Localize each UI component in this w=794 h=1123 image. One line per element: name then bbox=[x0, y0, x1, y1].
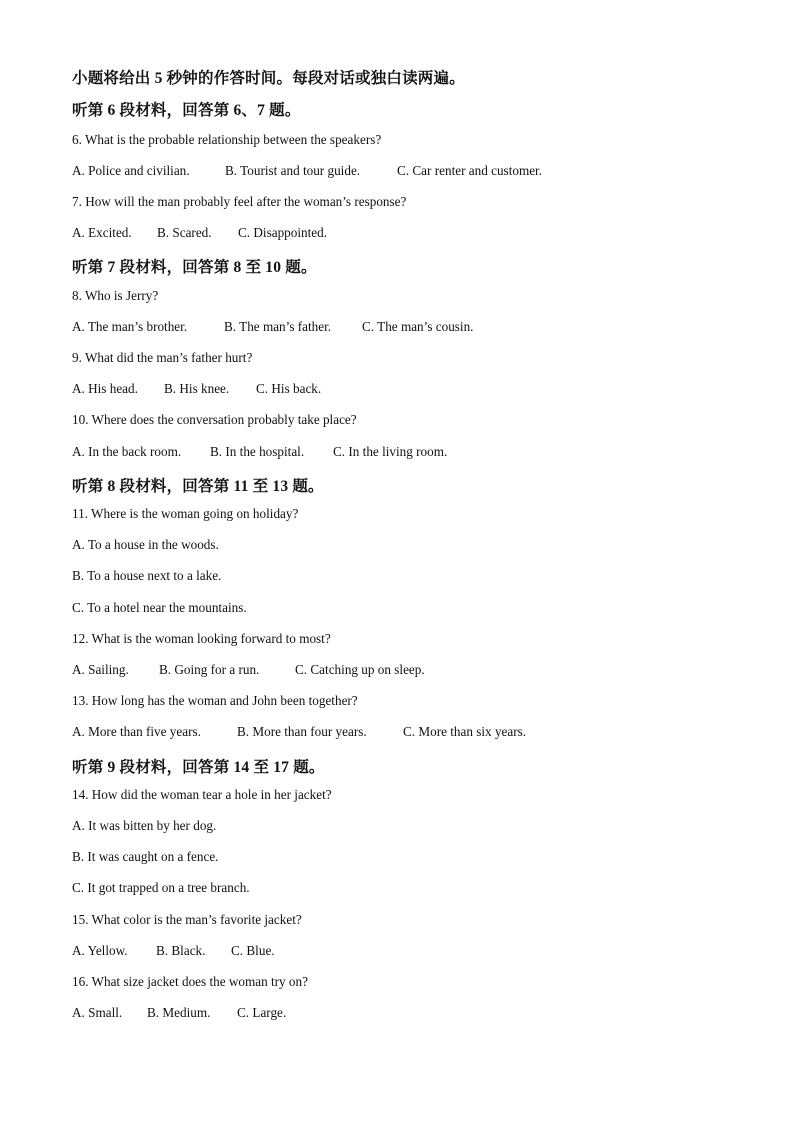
question-text: 13. How long has the woman and John been together? bbox=[72, 693, 358, 708]
option-a[interactable]: A. The man’s brother. bbox=[72, 319, 188, 334]
option-b[interactable]: B. Going for a run. bbox=[159, 662, 260, 677]
option-b[interactable]: B. More than four years. bbox=[237, 724, 367, 739]
option-b[interactable]: B. In the hospital. bbox=[210, 444, 305, 459]
option-c[interactable]: C. Car renter and customer. bbox=[397, 163, 543, 178]
options-row bbox=[72, 444, 447, 460]
question-text: 8. Who is Jerry? bbox=[72, 288, 159, 303]
option-b[interactable]: B. It was caught on a fence. bbox=[72, 849, 219, 864]
options-row bbox=[72, 943, 275, 959]
option-c[interactable]: C. The man’s cousin. bbox=[362, 319, 474, 334]
option-c[interactable]: C. Disappointed. bbox=[238, 225, 328, 240]
option-c[interactable]: C. In the living room. bbox=[333, 444, 448, 459]
option-a[interactable]: A. Small. bbox=[72, 1005, 123, 1020]
option-a[interactable]: A. In the back room. bbox=[72, 444, 182, 459]
option-a[interactable]: A. Sailing. bbox=[72, 662, 129, 677]
question-text: 9. What did the man’s father hurt? bbox=[72, 350, 253, 365]
option-b[interactable]: B. His knee. bbox=[164, 381, 230, 396]
section-heading: 听第 7 段材料，回答第 8 至 10 题。 bbox=[72, 259, 317, 276]
question-text: 10. Where does the conversation probably take place? bbox=[72, 412, 357, 427]
option-b[interactable]: B. To a house next to a lake. bbox=[72, 568, 222, 583]
section-heading: 听第 6 段材料，回答第 6、7 题。 bbox=[72, 102, 301, 119]
option-c[interactable]: C. It got trapped on a tree branch. bbox=[72, 880, 250, 895]
question-text: 6. What is the probable relationship between the speakers? bbox=[72, 132, 382, 147]
option-a[interactable]: A. His head. bbox=[72, 381, 138, 396]
question-text: 7. How will the man probably feel after the woman’s response? bbox=[72, 194, 407, 209]
options-row bbox=[72, 225, 327, 241]
question-text: 12. What is the woman looking forward to most? bbox=[72, 631, 331, 646]
option-b[interactable]: B. The man’s father. bbox=[224, 319, 332, 334]
option-a[interactable]: A. Yellow. bbox=[72, 943, 128, 958]
option-b[interactable]: B. Scared. bbox=[157, 225, 212, 240]
option-a[interactable]: A. It was bitten by her dog. bbox=[72, 818, 217, 833]
question-text: 11. Where is the woman going on holiday? bbox=[72, 506, 299, 521]
option-c[interactable]: C. More than six years. bbox=[403, 724, 527, 739]
option-a[interactable]: A. Excited. bbox=[72, 225, 132, 240]
options-row bbox=[72, 163, 542, 179]
option-a[interactable]: A. Police and civilian. bbox=[72, 163, 190, 178]
option-b[interactable]: B. Medium. bbox=[147, 1005, 211, 1020]
options-row bbox=[72, 1005, 286, 1021]
option-a[interactable]: A. More than five years. bbox=[72, 724, 201, 739]
option-c[interactable]: C. His back. bbox=[256, 381, 322, 396]
instruction-text: 小题将给出 5 秒钟的作答时间。每段对话或独白读两遍。 bbox=[72, 70, 465, 87]
option-c[interactable]: C. Blue. bbox=[231, 943, 275, 958]
question-text: 15. What color is the man’s favorite jacket? bbox=[72, 912, 302, 927]
option-c[interactable]: C. Large. bbox=[237, 1005, 287, 1020]
options-row bbox=[72, 381, 321, 397]
option-b[interactable]: B. Black. bbox=[156, 943, 206, 958]
option-c[interactable]: C. Catching up on sleep. bbox=[295, 662, 425, 677]
options-row bbox=[72, 724, 526, 740]
question-text: 16. What size jacket does the woman try on? bbox=[72, 974, 308, 989]
option-b[interactable]: B. Tourist and tour guide. bbox=[225, 163, 361, 178]
option-c[interactable]: C. To a hotel near the mountains. bbox=[72, 600, 247, 615]
section-heading: 听第 9 段材料，回答第 14 至 17 题。 bbox=[72, 759, 325, 776]
options-row bbox=[72, 662, 425, 678]
options-row bbox=[72, 319, 473, 335]
option-a[interactable]: A. To a house in the woods. bbox=[72, 537, 219, 552]
question-text: 14. How did the woman tear a hole in her jacket? bbox=[72, 787, 332, 802]
section-heading: 听第 8 段材料，回答第 11 至 13 题。 bbox=[72, 478, 324, 495]
